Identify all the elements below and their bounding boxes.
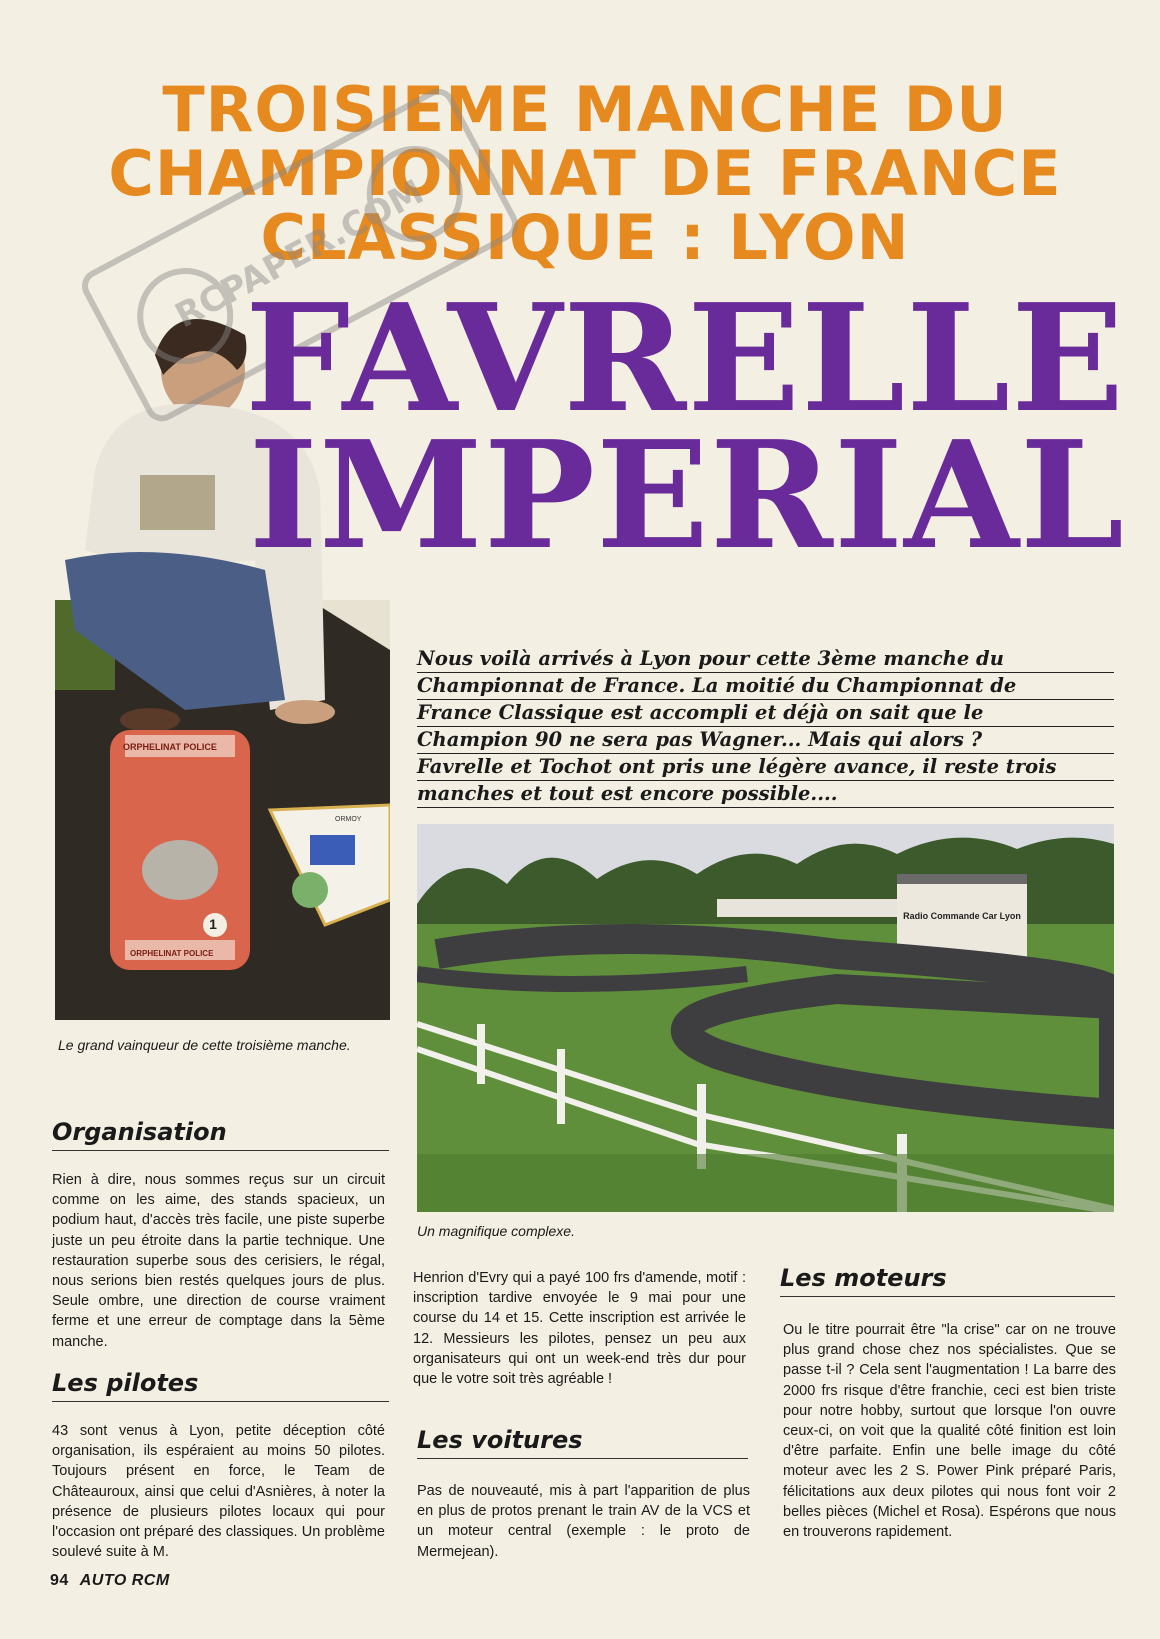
magazine-name: AUTO RCM [79, 1572, 170, 1589]
track-photo [417, 824, 1114, 1212]
page-number: 94 [50, 1572, 69, 1589]
section-text-pilotes-continued: Henrion d'Evry qui a payé 100 frs d'amende, motif : inscription tardive envoyée le 9 mai pour une course du 14 et 15. Cette inscription est arrivée le 12. Messieurs les pilotes, pensez un peu aux organisateurs qui ont un week-end très dur pour que le votre soit très agréable ! [413, 1270, 746, 1388]
intro-line: Champion 90 ne sera pas Wagner... Mais qui alors ? [417, 727, 1114, 754]
car-plate-top: ORPHELINAT POLICE [123, 742, 217, 752]
section-heading-organisation: Organisation [52, 1117, 389, 1151]
car-number: 1 [209, 916, 217, 932]
intro-line: Nous voilà arrivés à Lyon pour cette 3ème manche du [417, 646, 1114, 673]
track-photo-caption: Un magnifique complexe. [417, 1223, 575, 1239]
rc-car-image [110, 730, 250, 970]
section-text-organisation: Rien à dire, nous sommes reçus sur un circuit comme on les aime, des stands spacieux, un podium haut, d'accès très facile, une piste superbe juste un peu étroite dans la partie technique. Une restauration superbe sous des cerisiers, le régal, nous serions bien restés quelques jours de plus. Seule ombre, une direction de course vraiment ferme et une erreur de comptage dans la 5ème manche. [52, 1172, 385, 1350]
pennant-text: ORMOY [335, 816, 362, 823]
title-line-1: FAVRELLE [245, 271, 1126, 445]
watermark-text: RCPAPER.COM [168, 171, 431, 337]
track-sign: Radio Commande Car Lyon [903, 911, 1021, 921]
intro-line: France Classique est accompli et déjà on sait que le [417, 700, 1114, 727]
kicker-line-1: TROISIEME MANCHE DU [162, 73, 1008, 146]
section-text-pilotes: 43 sont venus à Lyon, petite déception côté organisation, ils espéraient au moins 50 pilotes. Toujours présent en force, le Team de Châteauroux, ainsi que celui d'Asnières, à noter la présence de plusieurs pilotes locaux qui pour l'occasion ont préparé des classiques. Un problème soulevé suite à M. [52, 1423, 385, 1561]
section-text-voitures: Pas de nouveauté, mis à part l'apparition de plus en plus de protos prenant le train AV de la VCS et un moteur central (exemple : le proto de Mermejean). [417, 1483, 750, 1560]
kicker-line-2: CHAMPIONNAT DE FRANCE [108, 137, 1062, 210]
winner-photo-caption: Le grand vainqueur de cette troisième manche. [58, 1037, 351, 1053]
section-heading-moteurs: Les moteurs [780, 1263, 1115, 1297]
intro-line: manches et tout est encore possible.... [417, 781, 1114, 808]
section-heading-pilotes: Les pilotes [52, 1368, 389, 1402]
intro-paragraph [417, 646, 1114, 808]
section-heading-voitures: Les voitures [417, 1425, 748, 1459]
intro-line: Championnat de France. La moitié du Championnat de [417, 673, 1114, 700]
title-line-2: IMPERIAL [248, 408, 1125, 582]
kicker-line-3: CLASSIQUE : LYON [260, 201, 910, 274]
page-footer [50, 1572, 170, 1590]
section-text-moteurs: Ou le titre pourrait être "la crise" car on ne trouve plus grand chose chez nos spécialistes. Que se passe t-il ? Cela sent l'augmentation ! La barre des 2000 frs risque d'être franchie, ceci est bien triste pour notre hobby, surtout que lorsque l'on ouvre ceux-ci, on voit que la qualité côté finition est loin d'être parfaite. Enfin une belle image du côté moteur avec les 2 S. Power Pink préparé Paris, félicitations aux deux pilotes qui nous font voir 2 belles pièces (Michel et Rosa). Espérons que nous en trouverons rapidement. [783, 1322, 1116, 1541]
car-plate-bottom: ORPHELINAT POLICE [130, 949, 214, 958]
intro-line: Favrelle et Tochot ont pris une légère avance, il reste trois [417, 754, 1114, 781]
